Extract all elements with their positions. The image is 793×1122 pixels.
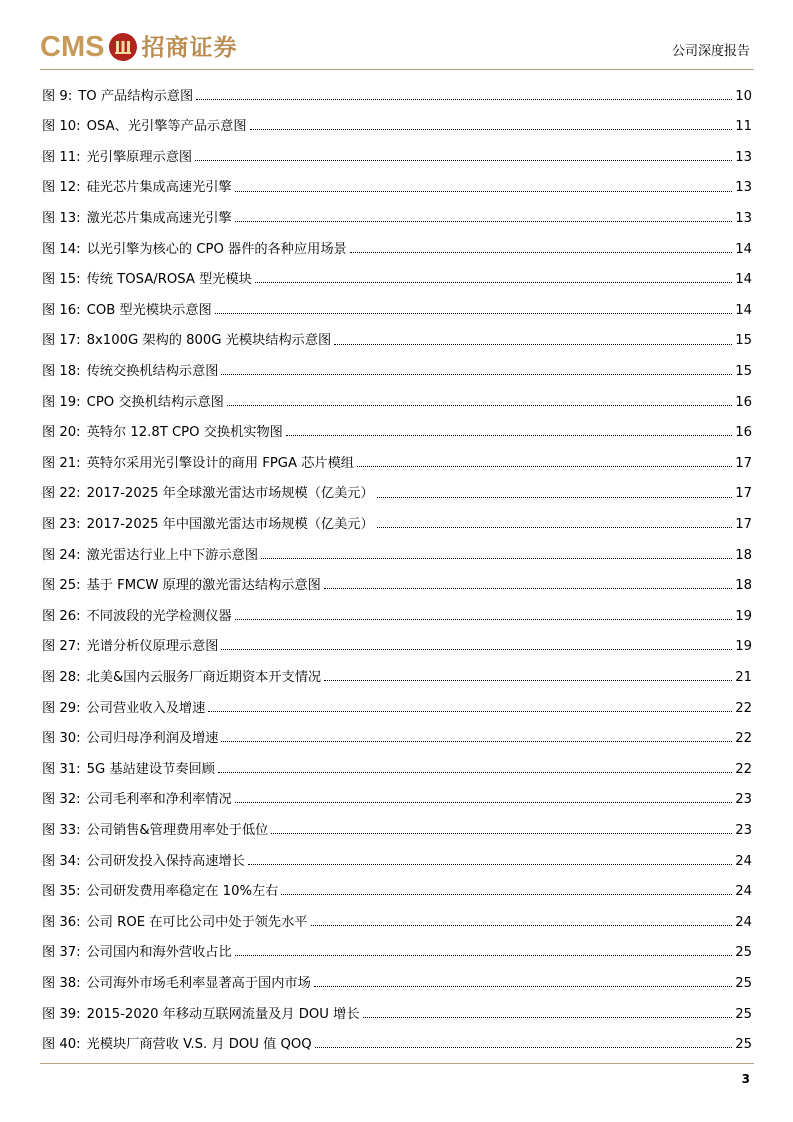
toc-entry[interactable] — [42, 112, 752, 143]
toc-entry[interactable] — [42, 265, 752, 296]
toc-figure-label: 图 33: — [42, 822, 81, 838]
toc-entry[interactable] — [42, 356, 752, 387]
toc-figure-label: 图 38: — [42, 975, 81, 991]
toc-dot-leader — [248, 864, 732, 865]
toc-entry[interactable] — [42, 815, 752, 846]
toc-dot-leader — [311, 925, 733, 926]
toc-dot-leader — [324, 680, 732, 681]
toc-dot-leader — [314, 986, 732, 987]
toc-page-number[interactable]: 22 — [735, 761, 752, 777]
toc-page-number[interactable]: 24 — [735, 853, 752, 869]
toc-entry[interactable] — [42, 601, 752, 632]
toc-page-number[interactable]: 18 — [735, 578, 752, 594]
toc-dot-leader — [227, 405, 732, 406]
toc-figure-title[interactable]: 2015-2020 年移动互联网流量及月 DOU 增长 — [86, 1006, 360, 1022]
toc-dot-leader — [363, 1017, 733, 1018]
logo-latin-text: CMS — [40, 30, 105, 63]
toc-figure-label: 图 18: — [42, 364, 81, 380]
toc-entry[interactable] — [42, 173, 752, 204]
toc-page-number[interactable]: 15 — [735, 333, 752, 349]
toc-entry[interactable] — [42, 968, 752, 999]
toc-dot-leader — [357, 466, 732, 467]
toc-figure-title[interactable]: 公司销售&管理费用率处于低位 — [86, 822, 269, 838]
toc-dot-leader — [377, 497, 733, 498]
toc-figure-title[interactable]: COB 型光模块示意图 — [86, 302, 212, 318]
toc-figure-label: 图 20: — [42, 425, 81, 441]
toc-dot-leader — [196, 99, 732, 100]
toc-dot-leader — [235, 191, 733, 192]
toc-figure-label: 图 10: — [42, 119, 81, 135]
toc-entry[interactable] — [42, 448, 752, 479]
toc-entry[interactable] — [42, 662, 752, 693]
toc-page-number[interactable]: 22 — [735, 731, 752, 747]
toc-page-number[interactable]: 18 — [735, 547, 752, 563]
toc-dot-leader — [235, 619, 733, 620]
toc-figure-label: 图 29: — [42, 700, 81, 716]
toc-figure-title[interactable]: 公司毛利率和净利率情况 — [86, 792, 232, 808]
toc-page-number[interactable]: 14 — [735, 241, 752, 257]
toc-page-number[interactable]: 16 — [735, 394, 752, 410]
toc-figure-label: 图 40: — [42, 1037, 81, 1053]
toc-dot-leader — [221, 649, 732, 650]
toc-figure-title[interactable]: 公司营业收入及增速 — [86, 700, 206, 716]
toc-figure-label: 图 12: — [42, 180, 81, 196]
toc-page-number[interactable]: 23 — [735, 822, 752, 838]
toc-figure-label: 图 17: — [42, 333, 81, 349]
toc-dot-leader — [377, 527, 733, 528]
toc-figure-title[interactable]: 2017-2025 年中国激光雷达市场规模（亿美元） — [86, 517, 374, 532]
toc-entry[interactable] — [42, 234, 752, 265]
toc-figure-title[interactable]: 2017-2025 年全球激光雷达市场规模（亿美元） — [86, 486, 374, 502]
toc-dot-leader — [218, 772, 732, 773]
toc-figure-title[interactable]: 公司国内和海外营收占比 — [86, 945, 232, 961]
header-divider — [40, 69, 754, 70]
toc-figure-label: 图 14: — [42, 241, 81, 257]
toc-figure-title[interactable]: 英特尔 12.8T CPO 交换机实物图 — [86, 425, 283, 441]
logo-emblem-icon — [109, 33, 137, 61]
toc-figure-label: 图 39: — [42, 1006, 81, 1022]
toc-figure-label: 图 19: — [42, 394, 81, 410]
toc-dot-leader — [235, 955, 733, 956]
toc-figure-title[interactable]: 激光芯片集成高速光引擎 — [86, 211, 232, 227]
toc-page-number[interactable]: 14 — [735, 302, 752, 318]
toc-figure-title[interactable]: TO 产品结构示意图 — [78, 88, 194, 104]
toc-entry[interactable] — [42, 81, 752, 112]
toc-page-number[interactable]: 16 — [735, 425, 752, 441]
toc-figure-label: 图 15: — [42, 272, 81, 288]
toc-entry[interactable] — [42, 509, 752, 540]
toc-figure-title[interactable]: 不同波段的光学检测仪器 — [86, 608, 232, 624]
toc-page-number[interactable]: 13 — [735, 211, 752, 227]
logo-chinese-text: 招商证券 — [141, 33, 238, 61]
toc-dot-leader — [255, 282, 732, 283]
toc-page-number[interactable]: 17 — [735, 517, 752, 532]
toc-figure-title[interactable]: 公司研发费用率稳定在 10%左右 — [86, 884, 279, 900]
toc-page-number[interactable]: 19 — [735, 639, 752, 655]
toc-dot-leader — [286, 435, 732, 436]
toc-page-number[interactable]: 14 — [735, 272, 752, 288]
toc-page-number[interactable]: 24 — [735, 884, 752, 900]
toc-dot-leader — [250, 129, 733, 130]
toc-entry[interactable] — [42, 999, 752, 1030]
toc-entry[interactable] — [42, 1029, 752, 1060]
toc-figure-label: 图 36: — [42, 914, 81, 930]
toc-dot-leader — [281, 894, 732, 895]
toc-figure-label: 图 21: — [42, 455, 81, 471]
toc-page-number[interactable]: 25 — [735, 975, 752, 991]
toc-page-number[interactable]: 25 — [735, 1006, 752, 1022]
toc-figure-label: 图 32: — [42, 792, 81, 808]
toc-figure-title[interactable]: 以光引擎为核心的 CPO 器件的各种应用场景 — [86, 241, 347, 257]
report-type-label: 公司深度报告 — [671, 44, 750, 59]
toc-figure-label: 图 34: — [42, 853, 81, 869]
toc-entry[interactable] — [42, 938, 752, 969]
figure-list-toc — [42, 81, 752, 1060]
toc-figure-title[interactable]: 公司 ROE 在可比公司中处于领先水平 — [86, 914, 308, 930]
toc-page-number[interactable]: 23 — [735, 792, 752, 808]
toc-figure-label: 图 9: — [42, 88, 73, 104]
toc-page-number[interactable]: 13 — [735, 180, 752, 196]
toc-figure-title[interactable]: 传统 TOSA/ROSA 型光模块 — [86, 272, 252, 288]
toc-dot-leader — [261, 558, 732, 559]
toc-figure-title[interactable]: 公司研发投入保持高速增长 — [86, 853, 245, 869]
toc-page-number[interactable]: 17 — [735, 455, 752, 471]
toc-entry[interactable] — [42, 479, 752, 510]
toc-page-number[interactable]: 17 — [735, 486, 752, 502]
toc-entry[interactable] — [42, 754, 752, 785]
cms-logo — [40, 27, 237, 67]
toc-page-number[interactable]: 13 — [735, 149, 752, 165]
toc-figure-label: 图 30: — [42, 731, 81, 747]
toc-figure-label: 图 16: — [42, 302, 81, 318]
toc-figure-title[interactable]: 5G 基站建设节奏回顾 — [86, 761, 215, 777]
toc-dot-leader — [221, 374, 732, 375]
toc-page-number[interactable]: 19 — [735, 608, 752, 624]
toc-figure-label: 图 11: — [42, 149, 81, 165]
toc-page-number[interactable]: 15 — [735, 364, 752, 380]
toc-figure-title[interactable]: 北美&国内云服务厂商近期资本开支情况 — [86, 669, 322, 685]
toc-figure-title[interactable]: 公司海外市场毛利率显著高于国内市场 — [86, 975, 311, 991]
toc-dot-leader — [221, 741, 732, 742]
toc-entry[interactable] — [42, 387, 752, 418]
toc-entry[interactable] — [42, 632, 752, 663]
toc-figure-title[interactable]: 光谱分析仪原理示意图 — [86, 639, 219, 655]
toc-figure-label: 图 22: — [42, 486, 81, 502]
toc-figure-label: 图 35: — [42, 884, 81, 900]
toc-page-number[interactable]: 11 — [735, 119, 752, 135]
toc-entry[interactable] — [42, 326, 752, 357]
toc-dot-leader — [235, 221, 733, 222]
toc-entry[interactable] — [42, 203, 752, 234]
toc-figure-label: 图 25: — [42, 578, 81, 594]
toc-dot-leader — [315, 1047, 733, 1048]
toc-figure-title[interactable]: 传统交换机结构示意图 — [86, 364, 219, 380]
toc-figure-title[interactable]: 8x100G 架构的 800G 光模块结构示意图 — [86, 333, 332, 349]
toc-figure-title[interactable]: 基于 FMCW 原理的激光雷达结构示意图 — [86, 578, 321, 594]
toc-entry[interactable] — [42, 876, 752, 907]
toc-figure-title[interactable]: 激光雷达行业上中下游示意图 — [86, 547, 259, 563]
toc-figure-title[interactable]: 硅光芯片集成高速光引擎 — [86, 180, 232, 196]
toc-figure-label: 图 23: — [42, 517, 81, 532]
toc-dot-leader — [215, 313, 732, 314]
toc-dot-leader — [195, 160, 732, 161]
toc-dot-leader — [271, 833, 732, 834]
toc-page-number[interactable]: 25 — [735, 1037, 752, 1053]
toc-page-number[interactable]: 10 — [735, 88, 752, 104]
toc-dot-leader — [208, 711, 732, 712]
toc-page-number[interactable]: 25 — [735, 945, 752, 961]
toc-entry[interactable] — [42, 540, 752, 571]
toc-figure-title[interactable]: OSA、光引擎等产品示意图 — [86, 119, 247, 135]
toc-entry[interactable] — [42, 571, 752, 602]
toc-entry[interactable] — [42, 846, 752, 877]
toc-figure-title[interactable]: 光引擎原理示意图 — [86, 149, 193, 165]
toc-figure-title[interactable]: 英特尔采用光引擎设计的商用 FPGA 芯片模组 — [86, 455, 354, 471]
toc-figure-label: 图 28: — [42, 669, 81, 685]
toc-figure-label: 图 31: — [42, 761, 81, 777]
toc-entry[interactable] — [42, 907, 752, 938]
toc-figure-label: 图 27: — [42, 639, 81, 655]
toc-figure-label: 图 37: — [42, 945, 81, 961]
page-header — [0, 0, 793, 72]
toc-figure-title[interactable]: CPO 交换机结构示意图 — [86, 394, 224, 410]
toc-figure-label: 图 13: — [42, 211, 81, 227]
toc-dot-leader — [334, 344, 732, 345]
toc-page-number[interactable]: 21 — [735, 669, 752, 685]
toc-entry[interactable] — [42, 785, 752, 816]
toc-entry[interactable] — [42, 693, 752, 724]
toc-figure-label: 图 24: — [42, 547, 81, 563]
toc-page-number[interactable]: 22 — [735, 700, 752, 716]
toc-dot-leader — [350, 252, 732, 253]
toc-entry[interactable] — [42, 295, 752, 326]
toc-figure-title[interactable]: 公司归母净利润及增速 — [86, 731, 219, 747]
page-number: 3 — [741, 1072, 750, 1086]
toc-entry[interactable] — [42, 723, 752, 754]
toc-dot-leader — [324, 588, 732, 589]
toc-page-number[interactable]: 24 — [735, 914, 752, 930]
toc-entry[interactable] — [42, 418, 752, 449]
toc-figure-title[interactable]: 光模块厂商营收 V.S. 月 DOU 值 QOQ — [86, 1037, 312, 1053]
toc-entry[interactable] — [42, 142, 752, 173]
footer-divider — [40, 1063, 754, 1064]
toc-dot-leader — [235, 802, 733, 803]
toc-figure-label: 图 26: — [42, 608, 81, 624]
